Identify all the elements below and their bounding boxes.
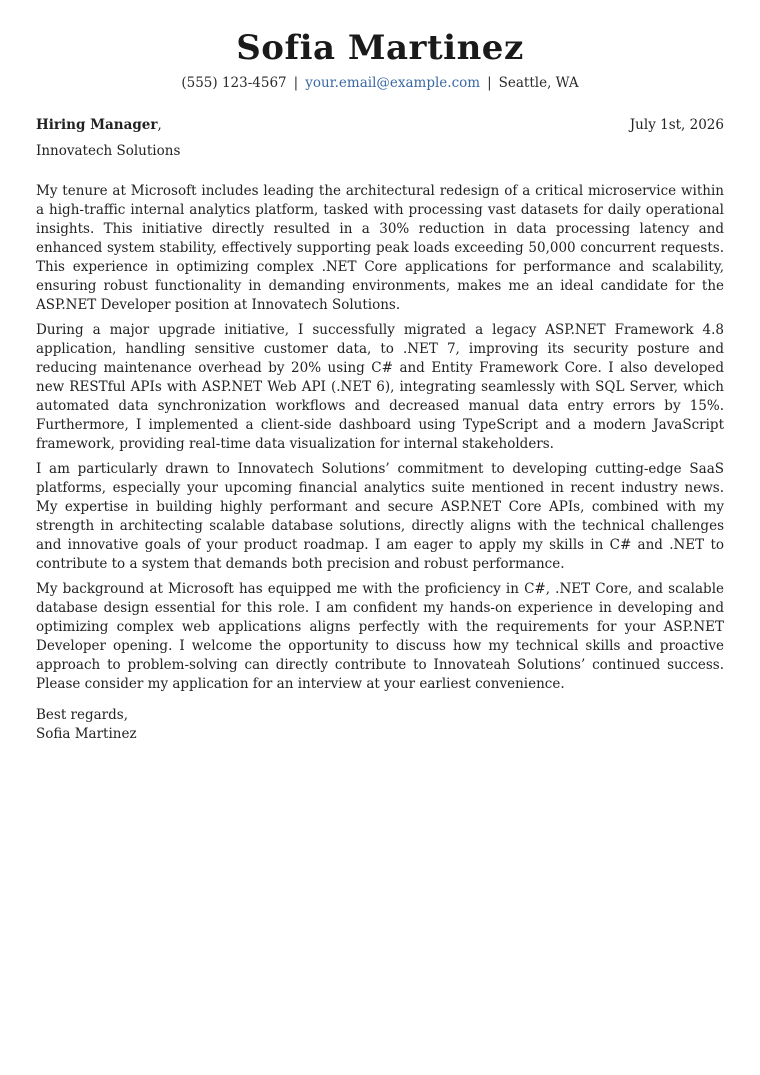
recipient-name: Hiring Manager — [36, 117, 158, 133]
letter-closing — [36, 706, 724, 744]
recipient-company: Innovatech Solutions — [36, 143, 181, 159]
letter-date: July 1st, 2026 — [629, 117, 724, 133]
contact-separator: | — [293, 75, 299, 91]
phone-number: (555) 123-4567 — [181, 75, 287, 91]
applicant-name: Sofia Martinez — [236, 28, 524, 68]
body-paragraph: My tenure at Microsoft includes leading the architectural redesign of a critical microservice within a high-traffic internal analytics platform, tasked with processing vast datasets for daily operational insights. This initiative directly resulted in a 30% reduction in data processing latency and enhanced system stability, effectively supporting peak loads exceeding 50,000 concurrent requests. This experience in optimizing complex .NET Core applications for performance and scalability, ensuring robust functionality in demanding environments, makes me an ideal candidate for the ASP.NET Developer position at Innovatech Solutions. — [36, 183, 724, 313]
recipient-line — [36, 116, 162, 134]
valediction: Best regards, — [36, 707, 129, 723]
body-paragraph: I am particularly drawn to Innovatech Solutions’ commitment to developing cutting-edge SaaS platforms, especially your upcoming financial analytics suite mentioned in recent industry news. My expertise in building highly performant and secure ASP.NET Core APIs, combined with my strength in architecting scalable database solutions, directly aligns with the technical challenges and innovative goals of your product roadmap. I am eager to apply my skills in C# and .NET to contribute to a system that demands both precision and robust performance. — [36, 461, 724, 572]
contact-separator: | — [487, 75, 492, 91]
letter-body — [36, 182, 724, 694]
email-link[interactable]: your.email@example.com — [305, 75, 481, 91]
body-paragraph: During a major upgrade initiative, I successfully migrated a legacy ASP.NET Framework 4.8 application, handling sensitive customer data, to .NET 7, improving its security posture and reducing maintenance overhead by 20% using C# and Entity Framework Core. I also developed new RESTful APIs with ASP.NET Web API (.NET 6), integrating seamlessly with SQL Server, which automated data synchronization workflows and decreased manual data entry errors by 15%. Furthermore, I implemented a client-side dashboard using TypeScript and a modern JavaScript framework, providing real-time data visualization for internal stakeholders. — [36, 322, 724, 452]
body-paragraph: My background at Microsoft has equipped me with the proficiency in C#, .NET Core, and scalable database design essential for this role. I am confident my hands-on experience in developing and optimizing complex web applications aligns perfectly with the requirements for your ASP.NET Developer opening. I welcome the opportunity to discuss how my technical skills and proactive approach to problem-solving can directly contribute to Innovateah Solutions’ continued success. Please consider my application for an interview at your earliest convenience. — [36, 581, 724, 692]
location: Seattle, WA — [498, 75, 579, 91]
contact-line — [36, 74, 724, 92]
recipient-name-comma: , — [157, 117, 162, 133]
signature-name: Sofia Martinez — [36, 726, 137, 742]
recipient-row — [36, 116, 724, 134]
